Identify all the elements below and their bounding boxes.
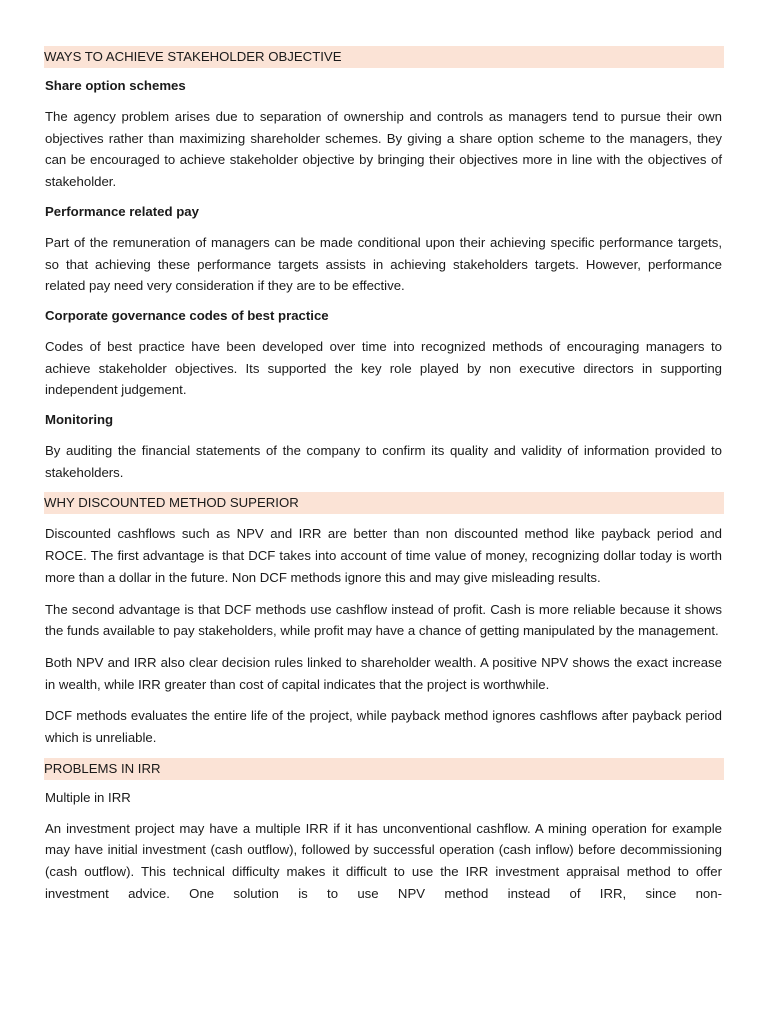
section-heading-stakeholder-objective: WAYS TO ACHIEVE STAKEHOLDER OBJECTIVE: [44, 46, 724, 68]
paragraph-dcf-decision-rules: Both NPV and IRR also clear decision rules linked to shareholder wealth. A positive NPV shows the exact increase in wealth, while IRR greater than cost of capital indicates that the project is worthwhile.: [45, 654, 722, 692]
subheading-performance-related-pay: Performance related pay: [45, 203, 199, 219]
paragraph-dcf-advantage-1: Discounted cashflows such as NPV and IRR are better than non discounted method like payback period and ROCE. The first advantage is that DCF takes into account of time value of money, recognizing dollar today is worth more than a dollar in the future. Non DCF methods ignore this and may give misleading results.: [45, 526, 722, 585]
paragraph-corporate-governance: Codes of best practice have been developed over time into recognized methods of encouraging managers to achieve stakeholder objectives. Its supported the key role played by non executive directors in supporting independent judgement.: [45, 338, 722, 398]
paragraph-dcf-entire-life: DCF methods evaluates the entire life of the project, while payback method ignores cashflows after payback period which is unreliable.: [45, 708, 722, 746]
document-page: [45, 46, 722, 905]
subheading-monitoring: Monitoring: [45, 412, 114, 428]
subheading-share-option-schemes: Share option schemes: [45, 78, 186, 93]
paragraph-performance-related-pay: Part of the remuneration of managers can be made conditional upon their achieving specific performance targets, so that achieving these performance targets assists in achieving stakeholders targets. However, performance related pay need very consideration if they are to be effective.: [45, 234, 722, 294]
section-heading-discounted-method: WHY DISCOUNTED METHOD SUPERIOR: [44, 492, 724, 514]
subheading-multiple-irr: Multiple in IRR: [45, 789, 131, 805]
paragraph-share-option-schemes: The agency problem arises due to separation of ownership and controls as managers tend to pursue their own objectives rather than maximizing shareholder schemes. By giving a share option scheme to the managers, they can be encouraged to achieve stakeholder objective by bringing their objectives more in line with the objectives of stakeholder.: [45, 109, 722, 190]
paragraph-dcf-advantage-2: The second advantage is that DCF methods use cashflow instead of profit. Cash is more reliable because it shows the funds available to pay stakeholders, while profit may have a chance of getting manipulated by the management.: [45, 601, 722, 639]
paragraph-multiple-irr: An investment project may have a multiple IRR if it has unconventional cashflow. A mining operation for example may have initial investment (cash outflow), followed by successful operation (cash inflow) before decommissioning (cash outflow). This technical difficulty makes it difficult to use the IRR investment appraisal method to offer investment advice. One solution is to use NPV method instead of IRR, since non-: [45, 820, 722, 901]
subheading-corporate-governance: Corporate governance codes of best practice: [45, 307, 329, 323]
paragraph-monitoring: By auditing the financial statements of the company to confirm its quality and validity of information provided to stakeholders.: [45, 443, 722, 480]
section-heading-problems-in-irr: PROBLEMS IN IRR: [44, 758, 724, 780]
